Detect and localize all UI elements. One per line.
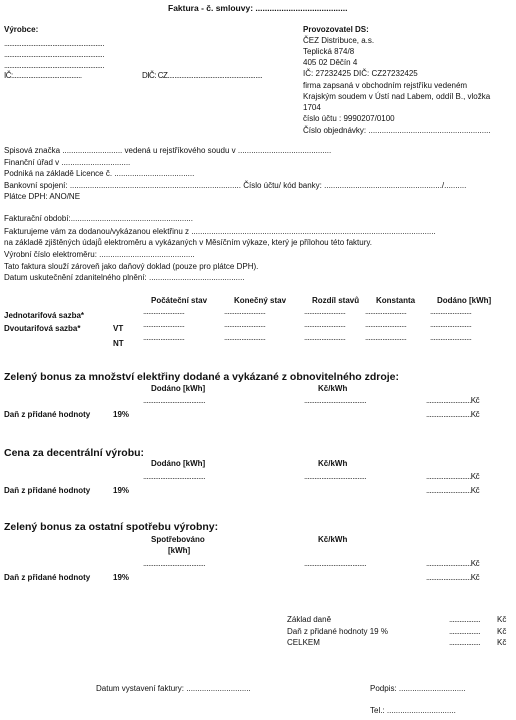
section-heading: Cena za decentrální výrobu: [4, 447, 145, 459]
amount-cell: ..........................Kč [426, 472, 480, 481]
operator-line: firma zapsaná v obchodním rejstříku vedeném [303, 81, 468, 90]
operator-line: 1704 [303, 103, 321, 112]
column-header: [kWh] [168, 546, 191, 555]
amount-cell: ..........................Kč [426, 559, 480, 568]
meter-cell: ........................ [365, 307, 407, 316]
value-cell: .................................... [143, 559, 206, 568]
value-cell: .................................... [143, 396, 206, 405]
amount-cell: ..........................Kč [426, 573, 480, 582]
dual-tariff-label: Dvoutarifová sazba* [4, 324, 81, 333]
vat-rate: 19% [113, 410, 130, 419]
amount-cell: ..........................Kč [426, 396, 480, 405]
taxable-date-field: Datum uskutečnění zdanitelného plnění: ........................................... [4, 273, 245, 282]
invoicing-text: Fakturujeme vám za dodanou/vykázanou elektřinu z .............................................................................................................. [4, 227, 436, 236]
meter-cell: ........................ [304, 320, 346, 329]
summary-value: .................. [449, 627, 481, 636]
operator-line: Krajským soudem v Ústí nad Labem, oddíl B., vložka [303, 92, 491, 101]
signature-field: Podpis: .............................. [370, 684, 466, 693]
operator-line: Teplická 874/8 [303, 47, 355, 56]
meter-cell: ........................ [143, 320, 185, 329]
phone-field: Tel.: ............................... [370, 706, 456, 715]
operator-line: ČEZ Distribuce, a.s. [303, 36, 375, 45]
meter-cell: ........................ [365, 320, 407, 329]
supplier-label: Výrobce: [4, 25, 39, 34]
meter-cell: ........................ [224, 320, 266, 329]
financni-urad-field: Finanční úřad v ............................... [4, 158, 131, 167]
total-label: CELKEM [287, 638, 320, 647]
operator-line: 405 02 Děčín 4 [303, 58, 358, 67]
column-header: Počáteční stav [151, 296, 208, 305]
vat-amount-label: Daň z přidané hodnoty 19 % [287, 627, 388, 636]
summary-currency: Kč [497, 627, 507, 636]
meter-cell: ........................ [304, 307, 346, 316]
tax-base-label: Základ daně [287, 615, 332, 624]
summary-currency: Kč [497, 638, 507, 647]
issue-date-field: Datum vystavení faktury: ............................. [96, 684, 251, 693]
vat-payer-field: Plátce DPH: ANO/NE [4, 192, 81, 201]
column-header: Kč/kWh [318, 384, 348, 393]
vt-label: VT [113, 324, 124, 333]
section-heading: Zelený bonus za množství elektřiny dodané a vykázané z obnovitelného zdroje: [4, 371, 400, 383]
meter-cell: ........................ [365, 333, 407, 342]
billing-period-field: Fakturační období:....................................................... [4, 214, 193, 223]
column-header: Kč/kWh [318, 459, 348, 468]
column-header: Dodáno [kWh] [151, 459, 206, 468]
column-header: Konstanta [376, 296, 416, 305]
meter-cell: ........................ [143, 307, 185, 316]
meter-cell: ........................ [430, 307, 472, 316]
summary-value: .................. [449, 638, 481, 647]
licence-field: Podniká na základě Licence č. .................................... [4, 169, 195, 178]
column-header: Konečný stav [234, 296, 287, 305]
meter-cell: ........................ [224, 307, 266, 316]
operator-label: Provozovatel DS: [303, 25, 369, 34]
spisova-znacka-field: Spisová značka ........................... vedená u rejstříkového soudu v .......................................... [4, 146, 332, 155]
single-tariff-label: Jednotarifová sazba* [4, 311, 85, 320]
column-header: Rozdíl stavů [312, 296, 360, 305]
summary-value: .................. [449, 615, 481, 624]
tax-document-note: Tato faktura slouží zároveň jako daňový doklad (pouze pro plátce DPH). [4, 262, 259, 271]
invoice-title: Faktura - č. smlouvy: ....................................... [168, 3, 348, 13]
invoicing-text: na základě zjištěných údajů elektroměru a vykázaných v Měsíčním výkaze, který je přílohou této faktury. [4, 238, 373, 247]
meter-cell: ........................ [224, 333, 266, 342]
vat-label: Daň z přidané hodnoty [4, 573, 91, 582]
meter-cell: ........................ [430, 320, 472, 329]
section-heading: Zelený bonus za ostatní spotřebu výrobny: [4, 521, 219, 533]
summary-currency: Kč [497, 615, 507, 624]
vat-label: Daň z přidané hodnoty [4, 486, 91, 495]
nt-label: NT [113, 339, 124, 348]
supplier-line-1: .......................................................... [4, 39, 104, 48]
operator-line: číslo účtu : 9990207/0100 [303, 114, 395, 123]
vat-rate: 19% [113, 573, 130, 582]
bank-field: Bankovní spojení: ............................................................................. Číslo účtu/ kód banky: ...................................................../.......... [4, 181, 467, 190]
column-header: Spotřebováno [151, 535, 205, 544]
value-cell: .................................... [304, 472, 367, 481]
vat-rate: 19% [113, 486, 130, 495]
meter-number-field: Výrobní číslo elektroměru: ........................................... [4, 250, 195, 259]
meter-cell: ........................ [430, 333, 472, 342]
value-cell: .................................... [143, 472, 206, 481]
meter-cell: ........................ [143, 333, 185, 342]
supplier-line-3: .......................................................... [4, 61, 104, 70]
supplier-dic: DIČ: CZ....................................................... [142, 71, 263, 80]
operator-line: IČ: 27232425 DIČ: CZ27232425 [303, 69, 418, 78]
value-cell: .................................... [304, 396, 367, 405]
amount-cell: ..........................Kč [426, 486, 480, 495]
vat-label: Daň z přidané hodnoty [4, 410, 91, 419]
column-header: Dodáno [kWh] [437, 296, 492, 305]
supplier-line-2: .......................................................... [4, 50, 104, 59]
amount-cell: ..........................Kč [426, 410, 480, 419]
value-cell: .................................... [304, 559, 367, 568]
column-header: Kč/kWh [318, 535, 348, 544]
operator-line: Číslo objednávky: ....................................................... [303, 126, 491, 135]
meter-cell: ........................ [304, 333, 346, 342]
column-header: Dodáno [kWh] [151, 384, 206, 393]
supplier-ic: IČ:........................................ [4, 71, 82, 80]
